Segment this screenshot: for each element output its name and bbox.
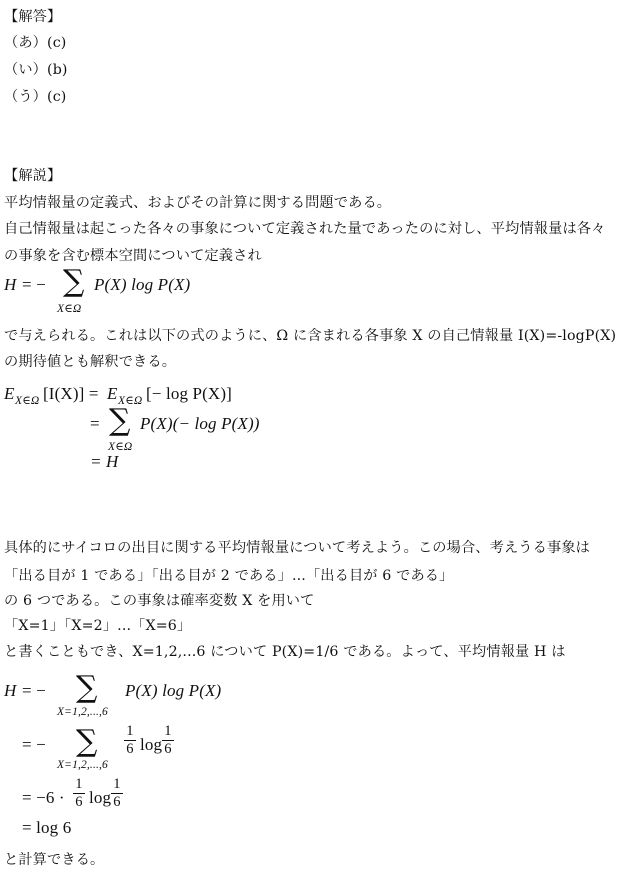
fraction-one-sixth: 1 6 <box>111 777 123 810</box>
explanation-header: 【解説】 <box>4 168 62 184</box>
formula-term: log <box>140 735 163 754</box>
formula-result: = H <box>90 452 119 471</box>
explanation-paragraph: の 6 つである。この事象は確率変数 X を用いて <box>4 593 315 609</box>
answer-item-u: （う）(c) <box>4 89 67 105</box>
explanation-paragraph: 自己情報量は起こった各々の事象について定義された量であったのに対し、平均情報量は各々 <box>4 221 606 237</box>
formula-term: [I(X)] = <box>43 384 99 403</box>
explanation-paragraph: で与えられる。これは以下の式のように、Ω に含まれる各事象 X の自己情報量 I(X)=-logP(X) <box>4 328 617 344</box>
answer-item-i: （い）(b) <box>4 62 68 78</box>
formula-term: [− log P(X)] <box>146 384 232 403</box>
formula-operator: = <box>90 414 100 433</box>
answer-header: 【解答】 <box>4 9 62 25</box>
summation-index: X=1,2,...,6 <box>57 759 108 771</box>
summation-index: X=1,2,...,6 <box>57 706 108 718</box>
formula-symbol: H <box>4 681 17 700</box>
fraction-one-sixth: 1 6 <box>73 777 85 810</box>
formula-symbol: E <box>107 384 118 403</box>
formula-operator: = − <box>22 735 46 754</box>
explanation-paragraph: の事象を含む標本空間について定義され <box>4 248 262 264</box>
formula-operator: = − <box>22 275 46 294</box>
formula-body: P(X) log P(X) <box>94 275 191 294</box>
explanation-paragraph: と書くこともでき、X=1,2,...6 について P(X)=1/6 である。よって、平均情報量 H は <box>4 644 566 660</box>
explanation-paragraph: 平均情報量の定義式、およびその計算に関する問題である。 <box>4 195 392 211</box>
explanation-paragraph: の期待値とも解釈できる。 <box>4 354 177 370</box>
explanation-paragraph: 「出る目が 1 である」「出る目が 2 である」...「出る目が 6 である」 <box>4 568 454 584</box>
formula-symbol: E <box>4 384 15 403</box>
explanation-paragraph: 具体的にサイコロの出目に関する平均情報量について考えよう。この場合、考えうる事象は <box>4 540 590 556</box>
formula-subscript: X∈Ω <box>15 395 40 407</box>
formula-symbol: H <box>4 275 17 294</box>
summation-index: X∈Ω <box>108 441 133 453</box>
formula-subscript: X∈Ω <box>118 395 143 407</box>
formula-operator: = − <box>22 681 46 700</box>
summation-symbol: ∑ <box>63 264 85 299</box>
summation-index: X∈Ω <box>57 303 82 315</box>
summation-symbol: ∑ <box>76 670 98 705</box>
summation-symbol: ∑ <box>109 403 131 438</box>
formula-body: P(X)(− log P(X)) <box>140 414 260 433</box>
fraction-one-sixth: 1 6 <box>124 724 136 757</box>
formula-body: P(X) log P(X) <box>125 681 222 700</box>
formula-operator: = −6 · <box>22 788 65 807</box>
formula-term: log <box>89 788 112 807</box>
formula-result: = log 6 <box>22 818 72 837</box>
summation-symbol: ∑ <box>76 724 98 759</box>
explanation-paragraph: 「X=1」「X=2」...「X=6」 <box>4 618 192 634</box>
answer-item-a: （あ）(c) <box>4 35 67 51</box>
explanation-paragraph: と計算できる。 <box>4 852 105 868</box>
fraction-one-sixth: 1 6 <box>162 724 174 757</box>
